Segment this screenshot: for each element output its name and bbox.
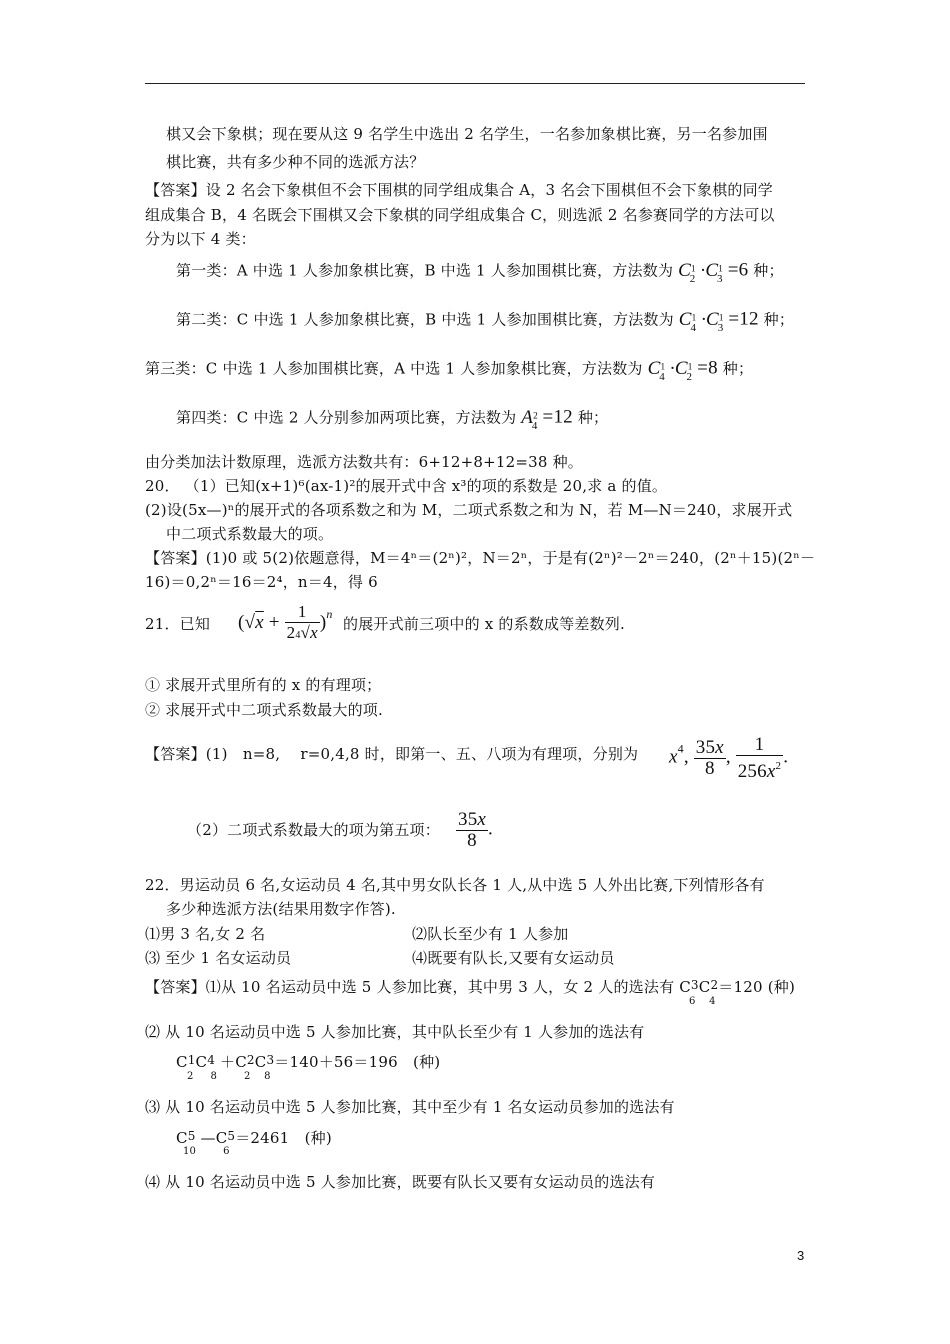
answer-21-2: （2）二项式系数最大的项为第五项： (187, 821, 440, 839)
answer-22-2-result: ＝140＋56＝196 (种) (274, 1053, 441, 1071)
case-1-line (176, 258, 784, 289)
answer-22-2-eq-line (176, 1050, 440, 1072)
case-3-unit: 种； (722, 359, 754, 378)
answer-22-1-subscripts: 6 4 (689, 996, 716, 1007)
case-1-formula: $C^1_2 \cdot C^1_3$ (678, 259, 724, 285)
case-2-result: =12 (728, 308, 759, 330)
case-1-result: =6 (727, 259, 749, 281)
case-1-text: 第一类：A 中选 1 人参加象棋比赛，B 中选 1 人参加围棋比赛，方法数为 (176, 261, 674, 280)
text-line: 【答案】(1)0 或 5(2)依题意得，M＝4ⁿ＝(2ⁿ)²，N＝2ⁿ，于是有(2ⁿ)²－2ⁿ＝240，(2ⁿ＋15)(2ⁿ－ (145, 549, 816, 567)
text-line: ⑴男 3 名,女 2 名 (145, 925, 266, 943)
text-line: 棋又会下象棋；现在要从这 9 名学生中选出 2 名学生，一名参加象棋比赛，另一名参加围 (166, 125, 768, 143)
answer-22-3-formula: $C^5$ $—C^5$ (176, 1129, 236, 1147)
case-3-result: =8 (697, 357, 718, 379)
text-line: ⑶ 至少 1 名女运动员 (145, 949, 292, 967)
text-line: ⑶ 从 10 名运动员中选 5 人参加比赛，其中至少有 1 名女运动员参加的选法有 (145, 1098, 675, 1116)
text-line: 多少种选派方法(结果用数字作答). (166, 900, 396, 918)
case-3-line (145, 356, 753, 387)
case-4-line (176, 405, 608, 436)
text-line: 组成集合 B，4 名既会下围棋又会下象棋的同学组成集合 C，则选派 2 名参赛同学的方法可以 (145, 206, 775, 224)
text-line: 【答案】设 2 名会下象棋但不会下围棋的同学组成集合 A，3 名会下围棋但不会下象棋的同学 (145, 181, 773, 199)
answer-21-terms: $x^4$, $\frac{35x}{8}$ , $\frac{1}{256x^2}$ . (669, 734, 789, 782)
header-rule (145, 83, 805, 84)
text-line: ⑵ 从 10 名运动员中选 5 人参加比赛，其中队长至少有 1 人参加的选法有 (145, 1023, 645, 1041)
case-2-formula: $C^1_4 \cdot C^1_3$ (678, 308, 724, 334)
text-line: ⑵队长至少有 1 人参加 (412, 925, 569, 943)
answer-22-1-text: 【答案】⑴从 10 名运动员中选 5 人参加比赛，其中男 3 人，女 2 人的选法有 (145, 978, 675, 996)
case-4-result: =12 (542, 406, 573, 428)
answer-22-3-eq-line (176, 1126, 332, 1148)
case-2-unit: 种； (763, 310, 795, 329)
text-line: ⑷ 从 10 名运动员中选 5 人参加比赛，既要有队长又要有女运动员的选法有 (145, 1173, 656, 1191)
answer-21-2-frac: $\frac{35x}{8}$ . (458, 809, 493, 851)
answer-22-3-subscripts: 10 6 (183, 1146, 230, 1157)
page-number: 3 (797, 1248, 805, 1263)
q21-post: 的展开式前三项中的 x 的系数成等差数列. (343, 615, 625, 633)
text-line: ⑷既要有队长,又要有女运动员 (412, 949, 615, 967)
q21-pre: 21．已知 (145, 615, 211, 633)
answer-22-2-subscripts: 2 8 2 8 (187, 1071, 271, 1082)
case-2-line (176, 307, 794, 338)
text-line: 由分类加法计数原理，选派方法数共有：6+12+8+12=38 种。 (145, 453, 583, 471)
text-line: 棋比赛，共有多少种不同的选派方法？ (166, 153, 425, 171)
answer-22-1-line (145, 975, 795, 997)
text-line: 分为以下 4 类： (145, 230, 256, 248)
text-line: 22．男运动员 6 名,女运动员 4 名,其中男女队长各 1 人,从中选 5 人外出比赛,下列情形各有 (145, 876, 765, 894)
answer-22-1-formula: $C^3C^2$ (679, 978, 719, 996)
case-3-formula: $C^1_4 \cdot C^1_2$ (647, 357, 693, 383)
answer-22-3-result: ＝2461 (种) (235, 1129, 332, 1147)
q21-expression: (√x + $\frac{1}{24√x}$ )$^n$ (238, 602, 333, 642)
text-line: 20． （1）已知(x+1)⁶(ax-1)²的展开式中含 x³的项的系数是 20,求 a 的值。 (145, 477, 668, 495)
case-4-text: 第四类：C 中选 2 人分别参加两项比赛，方法数为 (176, 408, 517, 427)
answer-22-1-result: ＝120 (种) (718, 978, 795, 996)
text-line: ② 求展开式中二项式系数最大的项. (145, 701, 383, 719)
answer-22-2-formula: $C^1C^4 +C^2C^3$ (176, 1053, 275, 1071)
case-3-text: 第三类：C 中选 1 人参加围棋比赛，A 中选 1 人参加象棋比赛，方法数为 (145, 359, 643, 378)
case-1-unit: 种； (753, 261, 784, 280)
case-4-unit: 种； (577, 408, 609, 427)
text-line: 中二项式系数最大的项。 (166, 525, 334, 543)
text-line: (2)设(5x—)ⁿ的展开式的各项系数之和为 M，二项式系数之和为 N，若 M—N＝240，求展开式 (145, 501, 793, 519)
answer-21-1: 【答案】(1) n=8, r=0,4,8 时，即第一、五、八项为有理项，分别为 (145, 745, 639, 763)
case-2-text: 第二类：C 中选 1 人参加象棋比赛，B 中选 1 人参加围棋比赛，方法数为 (176, 310, 674, 329)
case-4-formula: $A^2_4$ (521, 406, 538, 432)
text-line: 16)＝0,2ⁿ＝16＝2⁴，n＝4，得 6 (145, 573, 378, 591)
text-line: ① 求展开式里所有的 x 的有理项； (145, 676, 382, 694)
